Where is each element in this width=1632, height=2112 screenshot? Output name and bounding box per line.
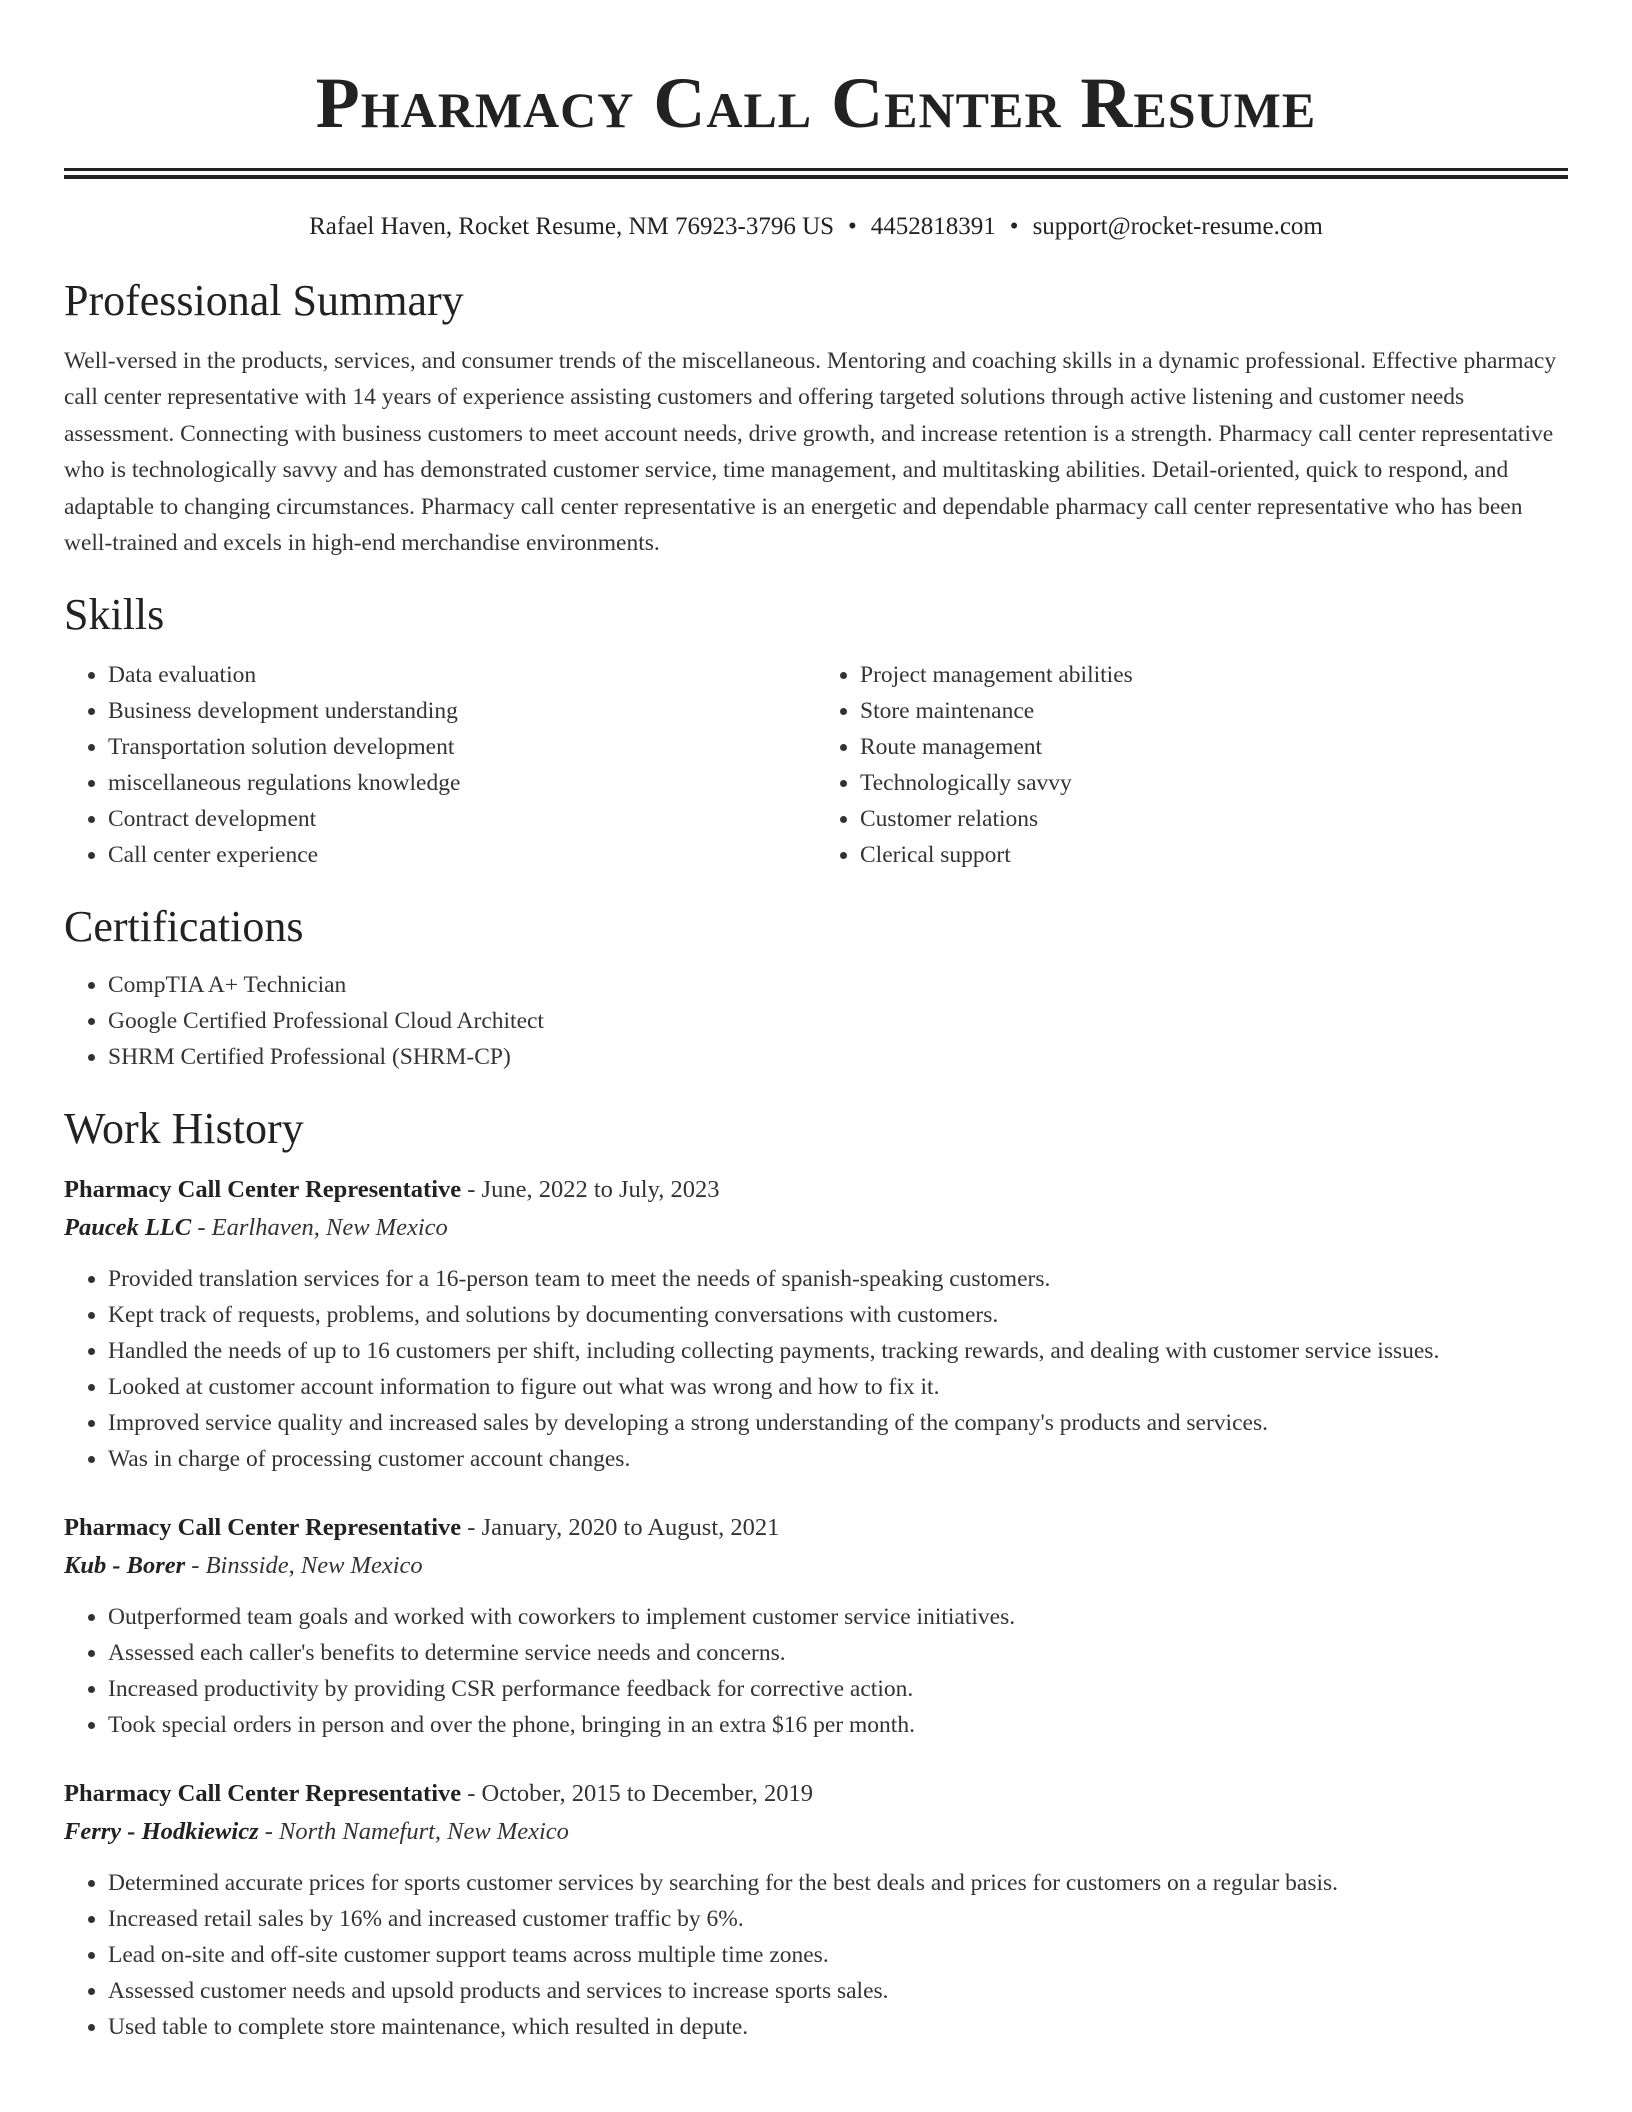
summary-text: Well-versed in the products, services, and consumer trends of the miscellaneous. Mentoring and coaching skills in a dynamic professional. Effective pharmacy call center representative with 14 years of experience assisting customers and offering targeted solutions through active listening and customer needs assessment. Connecting with business customers to meet account needs, drive growth, and increase retention is a strength. Pharmacy call center representative who is technologically savvy and has demonstrated customer service, time management, and multitasking abilities. Detail-oriented, quick to respond, and adaptable to changing circumstances. Pharmacy call center representative is an energetic and dependable pharmacy call center representative who has been well-trained and excels in high-end merchandise environments.: [64, 348, 1557, 557]
job-bullet: • Assessed customer needs and upsold products and services to increase sports sales.: [108, 1973, 1568, 2009]
skills-heading: Skills: [64, 590, 165, 640]
job-entry: [64, 1509, 1568, 1743]
job-dates: June, 2022 to July, 2023: [481, 1176, 720, 1204]
skill-item: • Route management: [860, 729, 1568, 765]
work-history-heading: Work History: [64, 1104, 304, 1154]
job-bullet: • Determined accurate prices for sports customer services by searching for the best deals and prices for customers on a regular basis.: [108, 1865, 1568, 1901]
job-title-line: Pharmacy Call Center Representative - October, 2015 to December, 2019: [64, 1780, 813, 1808]
job-location: Earlhaven, New Mexico: [211, 1214, 448, 1242]
job-dates: January, 2020 to August, 2021: [481, 1514, 780, 1542]
skill-item: • Customer relations: [860, 801, 1568, 837]
job-bullet: • Looked at customer account information to figure out what was wrong and how to fix it.: [108, 1369, 1568, 1405]
skill-item: • Store maintenance: [860, 693, 1568, 729]
skill-item: • Clerical support: [860, 837, 1568, 873]
skill-item: • Call center experience: [108, 837, 816, 873]
certifications-heading: Certifications: [64, 902, 304, 952]
skill-item: • Contract development: [108, 801, 816, 837]
contact-email: support@rocket-resume.com: [1032, 213, 1323, 240]
skill-item: • Business development understanding: [108, 693, 816, 729]
contact-separator: •: [1009, 213, 1019, 240]
skill-item: • miscellaneous regulations knowledge: [108, 765, 816, 801]
job-bullet: • Increased productivity by providing CSR performance feedback for corrective action.: [108, 1671, 1568, 1707]
job-location: North Namefurt, New Mexico: [279, 1818, 569, 1846]
job-bullet: • Increased retail sales by 16% and increased customer traffic by 6%.: [108, 1901, 1568, 1937]
job-company: Ferry - Hodkiewicz: [64, 1818, 259, 1846]
job-entry: [64, 1171, 1568, 1477]
job-bullet: • Lead on-site and off-site customer support teams across multiple time zones.: [108, 1937, 1568, 1973]
resume-title: Pharmacy Call Center Resume: [315, 63, 1317, 143]
job-bullet: • Kept track of requests, problems, and solutions by documenting conversations with customers.: [108, 1297, 1568, 1333]
contact-address: Rafael Haven, Rocket Resume, NM 76923-3796 US: [309, 213, 835, 240]
job-title: Pharmacy Call Center Representative: [64, 1780, 462, 1808]
skill-item: • Transportation solution development: [108, 729, 816, 765]
certification-item: • CompTIA A+ Technician: [108, 967, 1568, 1003]
job-bullet: • Used table to complete store maintenance, which resulted in depute.: [108, 2009, 1568, 2045]
job-title: Pharmacy Call Center Representative: [64, 1514, 462, 1542]
skill-item: • Data evaluation: [108, 657, 816, 693]
job-company-line: Paucek LLC - Earlhaven, New Mexico: [64, 1214, 448, 1242]
job-bullets: [64, 1261, 1568, 1477]
certification-item: • Google Certified Professional Cloud Architect: [108, 1003, 1568, 1039]
certification-item: • SHRM Certified Professional (SHRM-CP): [108, 1039, 1568, 1075]
job-title-line: Pharmacy Call Center Representative - January, 2020 to August, 2021: [64, 1514, 780, 1542]
skills-columns: [64, 643, 1568, 873]
skill-item: • Technologically savvy: [860, 765, 1568, 801]
job-company: Kub - Borer: [64, 1552, 186, 1580]
skills-list-right: [816, 657, 1568, 873]
skills-section: [64, 587, 1568, 873]
contact-separator: •: [848, 213, 857, 240]
job-bullets: [64, 1865, 1568, 2045]
title-double-rule: [64, 168, 1568, 179]
job-bullet: • Provided translation services for a 16-person team to meet the needs of spanish-speaking customers.: [108, 1261, 1568, 1297]
job-title: Pharmacy Call Center Representative: [64, 1176, 462, 1204]
job-title-line: Pharmacy Call Center Representative - June, 2022 to July, 2023: [64, 1176, 720, 1204]
job-bullet: • Assessed each caller's benefits to determine service needs and concerns.: [108, 1635, 1568, 1671]
job-bullet: • Outperformed team goals and worked with coworkers to implement customer service initiatives.: [108, 1599, 1568, 1635]
job-dates: October, 2015 to December, 2019: [481, 1780, 813, 1808]
job-company-line: Ferry - Hodkiewicz - North Namefurt, New Mexico: [64, 1818, 569, 1846]
job-bullet: • Took special orders in person and over the phone, bringing in an extra $16 per month.: [108, 1707, 1568, 1743]
job-location: Binsside, New Mexico: [205, 1552, 423, 1580]
summary-heading: Professional Summary: [64, 276, 464, 325]
job-entry: [64, 1775, 1568, 2045]
job-bullet: • Was in charge of processing customer account changes.: [108, 1441, 1568, 1477]
job-bullet: • Handled the needs of up to 16 customers per shift, including collecting payments, tracking rewards, and dealing with customer service issues.: [108, 1333, 1568, 1369]
job-bullets: [64, 1599, 1568, 1743]
job-bullet: • Improved service quality and increased sales by developing a strong understanding of the company's products and services.: [108, 1405, 1568, 1441]
summary-section: [64, 273, 1568, 561]
skills-list-left: [64, 657, 816, 873]
contact-phone: 4452818391: [870, 213, 996, 240]
certifications-list: [64, 967, 1568, 1075]
contact-line: [64, 211, 1568, 243]
job-company-line: Kub - Borer - Binsside, New Mexico: [64, 1552, 423, 1580]
skill-item: • Project management abilities: [860, 657, 1568, 693]
job-company: Paucek LLC: [64, 1214, 192, 1242]
work-history-section: [64, 1101, 1568, 2045]
certifications-section: [64, 899, 1568, 1075]
